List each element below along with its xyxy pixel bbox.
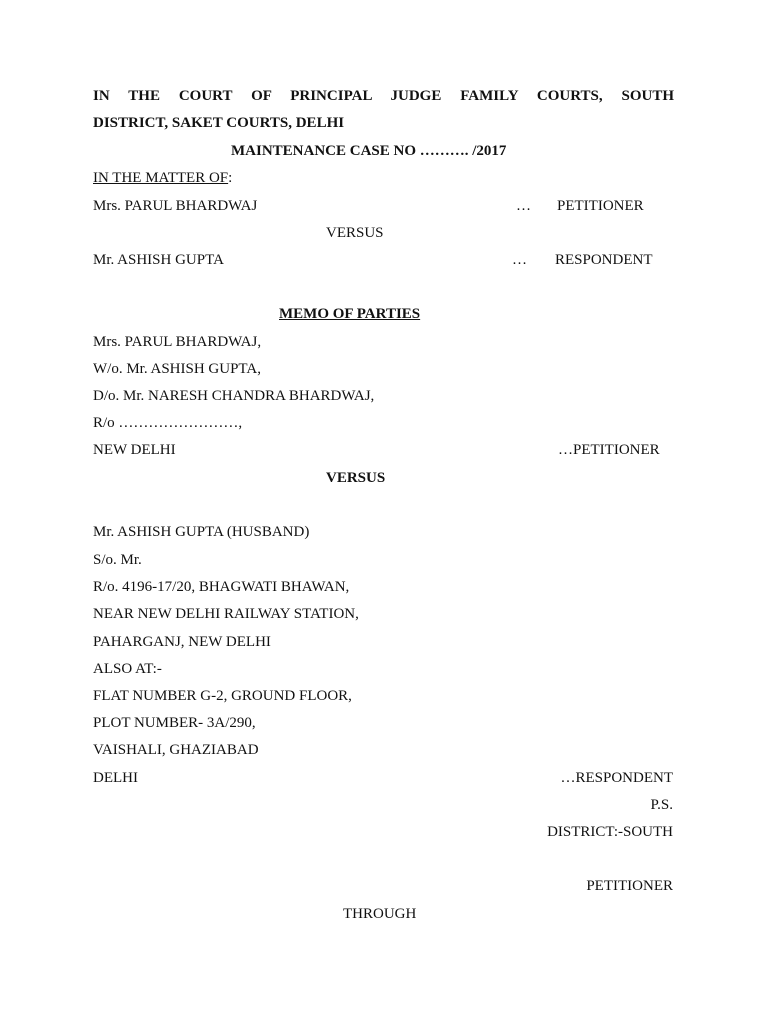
respondent-address-line: PLOT NUMBER- 3A/290, — [93, 715, 256, 731]
court-heading-line-1: IN THE COURT OF PRINCIPAL JUDGE FAMILY COURTS, SOUTH — [93, 88, 674, 104]
respondent-address-line: FLAT NUMBER G-2, GROUND FLOOR, — [93, 688, 352, 704]
respondent-address-line: Mr. ASHISH GUPTA (HUSBAND) — [93, 524, 310, 540]
in-the-matter-of-label: IN THE MATTER OF — [93, 170, 229, 186]
petitioner-tag: …PETITIONER — [558, 442, 660, 458]
in-the-matter-of-colon: : — [228, 170, 233, 186]
respondent-address-line: DELHI — [93, 770, 138, 786]
petitioner-address-line: NEW DELHI — [93, 442, 176, 458]
footer-petitioner: PETITIONER — [586, 878, 673, 894]
in-the-matter-of — [93, 168, 232, 188]
respondent-address-line: S/o. Mr. — [93, 552, 142, 568]
memo-of-parties-title: MEMO OF PARTIES — [279, 306, 421, 322]
respondent-address-line: ALSO AT:- — [93, 661, 162, 677]
petitioner-ellipsis: … — [516, 198, 531, 214]
versus-top: VERSUS — [326, 225, 384, 241]
respondent-tag: …RESPONDENT — [560, 770, 673, 786]
respondent-name: Mr. ASHISH GUPTA — [93, 252, 224, 268]
district-label: DISTRICT:-SOUTH — [547, 824, 673, 840]
versus-memo: VERSUS — [326, 470, 386, 486]
petitioner-address-line: W/o. Mr. ASHISH GUPTA, — [93, 361, 261, 377]
petitioner-address-line: R/o ……………………, — [93, 415, 243, 431]
respondent-address-line: NEAR NEW DELHI RAILWAY STATION, — [93, 606, 359, 622]
petitioner-name: Mrs. PARUL BHARDWAJ — [93, 198, 258, 214]
case-number: MAINTENANCE CASE NO ………. /2017 — [231, 143, 507, 159]
petitioner-role: PETITIONER — [557, 198, 644, 214]
respondent-ellipsis: … — [512, 252, 527, 268]
footer-through: THROUGH — [343, 906, 417, 922]
respondent-address-line: PAHARGANJ, NEW DELHI — [93, 634, 271, 650]
petitioner-address-line: D/o. Mr. NARESH CHANDRA BHARDWAJ, — [93, 388, 375, 404]
respondent-role: RESPONDENT — [555, 252, 653, 268]
respondent-address-line: R/o. 4196-17/20, BHAGWATI BHAWAN, — [93, 579, 350, 595]
police-station-label: P.S. — [650, 797, 673, 813]
respondent-address-line: VAISHALI, GHAZIABAD — [93, 742, 259, 758]
petitioner-address-line: Mrs. PARUL BHARDWAJ, — [93, 334, 262, 350]
court-heading-line-2: DISTRICT, SAKET COURTS, DELHI — [93, 115, 345, 131]
